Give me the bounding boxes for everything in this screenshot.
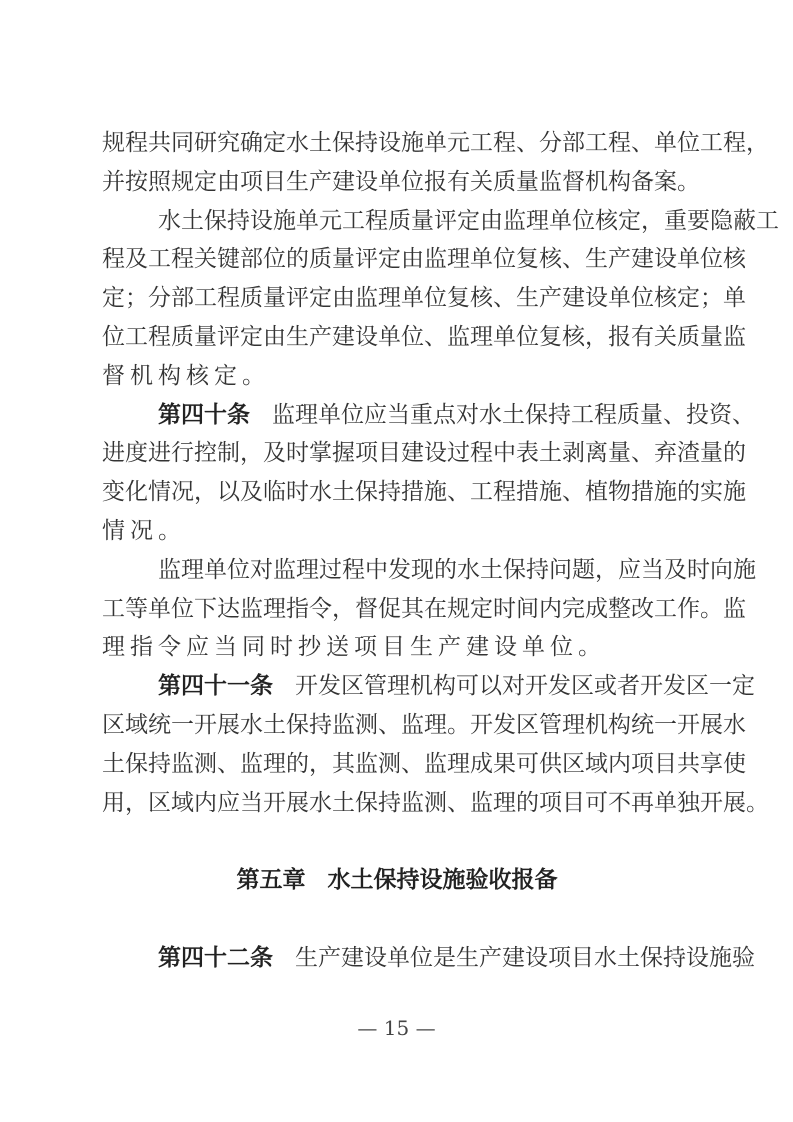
paragraph-line [102, 124, 769, 163]
article-heading: 第四十一条 [158, 673, 273, 700]
paragraph-line [102, 667, 755, 706]
paragraph-line [102, 745, 746, 784]
article-heading: 第四十二条 [158, 944, 273, 971]
paragraph-line [102, 590, 746, 629]
paragraph-text: 程及工程关键部位的质量评定由监理单位复核、生产建设单位核 [102, 246, 746, 273]
paragraph-text: 土保持监测、监理的，其监测、监理成果可供区域内项目共享使 [102, 750, 746, 777]
paragraph-text: 开发区管理机构可以对开发区或者开发区一定 [295, 673, 755, 700]
paragraph-text: 督机构核定。 [102, 362, 270, 389]
page-number: — 15 — [357, 1016, 436, 1040]
chapter-heading [102, 861, 692, 900]
paragraph-line [102, 512, 692, 551]
chapter-title: 水土保持设施验收报备 [327, 867, 558, 894]
paragraph-text: 进度进行控制，及时掌握项目建设过程中表土剥离量、弃渣量的 [102, 440, 746, 467]
paragraph-text: 监理单位应当重点对水土保持工程质量、投资、 [272, 401, 755, 428]
paragraph-line [102, 279, 746, 318]
paragraph-text: 情况。 [102, 517, 186, 544]
paragraph-text: 理指令应当同时抄送项目生产建设单位。 [102, 634, 606, 661]
paragraph-line [102, 473, 746, 512]
paragraph-line [102, 357, 692, 396]
paragraph-line [102, 396, 755, 435]
paragraph-text: 工等单位下达监理指令，督促其在规定时间内完成整改工作。监 [102, 595, 746, 622]
paragraph-text: 定；分部工程质量评定由监理单位复核、生产建设单位核定；单 [102, 285, 746, 312]
article-text: 生产建设单位是生产建设项目水土保持设施验 [295, 944, 755, 971]
paragraph-line [102, 628, 692, 667]
paragraph-text: 位工程质量评定由生产建设单位、监理单位复核，报有关质量监 [102, 323, 746, 350]
paragraphs [102, 124, 779, 822]
paragraph-text: 监理单位对监理过程中发现的水土保持问题，应当及时向施 [158, 556, 756, 583]
paragraph-text: 并按照规定由项目生产建设单位报有关质量监督机构备案。 [102, 168, 700, 195]
paragraph-line [102, 163, 700, 202]
paragraph-line [102, 551, 756, 590]
paragraph-text: 规程共同研究确定水土保持设施单元工程、分部工程、单位工程， [102, 130, 769, 156]
paragraph-text: 水土保持设施单元工程质量评定由监理单位核定，重要隐蔽工 [158, 207, 779, 234]
paragraph-text: 变化情况，以及临时水土保持措施、工程措施、植物措施的实施 [102, 479, 746, 506]
document-body [102, 124, 779, 978]
paragraph-line [102, 784, 769, 823]
paragraph-line [102, 240, 746, 279]
paragraph-line [102, 318, 746, 357]
article-42-line [102, 939, 755, 978]
paragraph-text: 区域统一开展水土保持监测、监理。开发区管理机构统一开展水 [102, 711, 746, 738]
paragraph-text: 用，区域内应当开展水土保持监测、监理的项目可不再单独开展。 [102, 789, 769, 816]
paragraph-line [102, 434, 746, 473]
paragraph-line [102, 202, 779, 241]
paragraph-line [102, 706, 746, 745]
chapter-number: 第五章 [236, 867, 306, 894]
article-heading: 第四十条 [158, 401, 250, 428]
